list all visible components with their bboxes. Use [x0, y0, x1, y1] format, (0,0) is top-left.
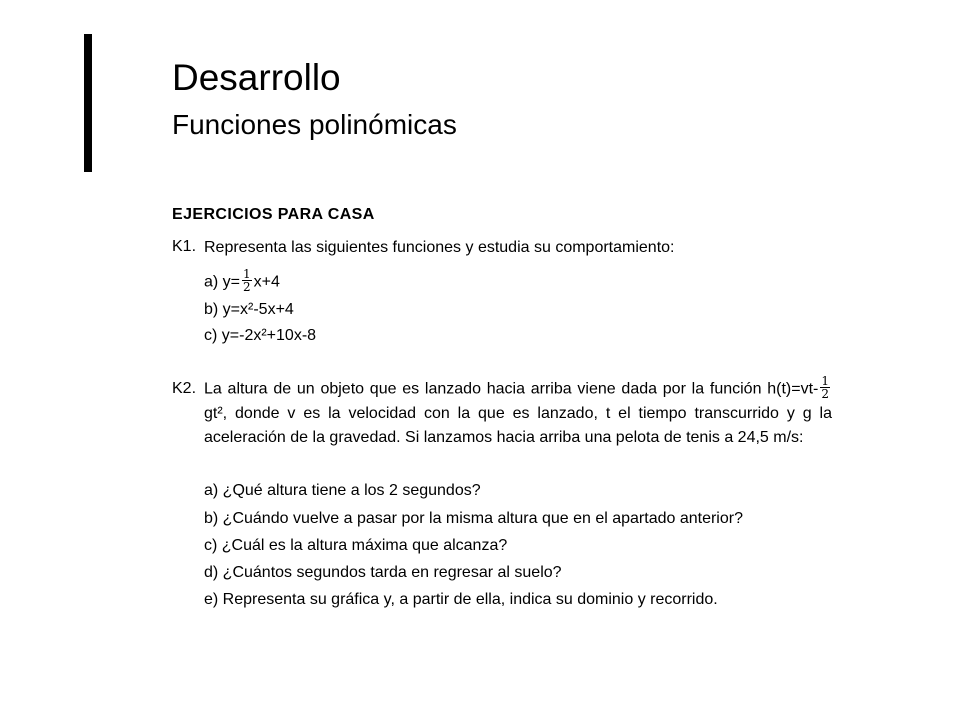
exercise-k1-statement: Representa las siguientes funciones y estudia su comportamiento: [204, 239, 675, 256]
title-accent-bar [84, 34, 92, 172]
exercise-k2-question-a: a) ¿Qué altura tiene a los 2 segundos? [204, 482, 481, 499]
exercise-k2-question-b: b) ¿Cuándo vuelve a pasar por la misma altura que en el apartado anterior? [204, 510, 743, 527]
exercise-k1-item-a-suffix: x+4 [253, 273, 280, 291]
exercise-k2-statement [204, 374, 832, 449]
page-title: Desarrollo [172, 57, 341, 98]
exercise-k1-item-b: b) y=x²-5x+4 [204, 301, 294, 318]
fraction-denominator: 2 [243, 280, 251, 294]
exercise-k1-item-a-prefix: a) y= [204, 273, 241, 291]
exercise-k2-question-e: e) Representa su gráfica y, a partir de ella, indica su dominio y recorrido. [204, 591, 718, 608]
exercise-k2-question-c: c) ¿Cuál es la altura máxima que alcanza? [204, 537, 508, 554]
exercise-k2-statement-start: La altura de un objeto que es lanzado hacia arriba viene dada por la función h(t)=vt- [204, 380, 819, 398]
exercise-k2-statement-end: gt², donde v es la velocidad con la que es lanzado, t el tiempo transcurrido y g la aceleración de la gravedad. Si lanzamos hacia arriba una pelota de tenis a 24,5 m/s: [204, 405, 832, 446]
fraction-numerator: 1 [821, 374, 829, 388]
exercise-k2-label: K2. [172, 380, 197, 397]
exercise-k1-item-a [204, 267, 280, 295]
fraction-numerator: 1 [243, 267, 251, 281]
exercise-k1-label: K1. [172, 238, 197, 255]
exercise-k1-item-c: c) y=-2x²+10x-8 [204, 327, 317, 344]
section-heading: EJERCICIOS PARA CASA [172, 206, 375, 223]
fraction-denominator: 2 [821, 387, 829, 401]
fraction-one-half [820, 375, 830, 400]
fraction-one-half [242, 268, 252, 293]
exercise-k2-question-d: d) ¿Cuántos segundos tarda en regresar al suelo? [204, 564, 562, 581]
page-subtitle: Funciones polinómicas [172, 109, 457, 140]
